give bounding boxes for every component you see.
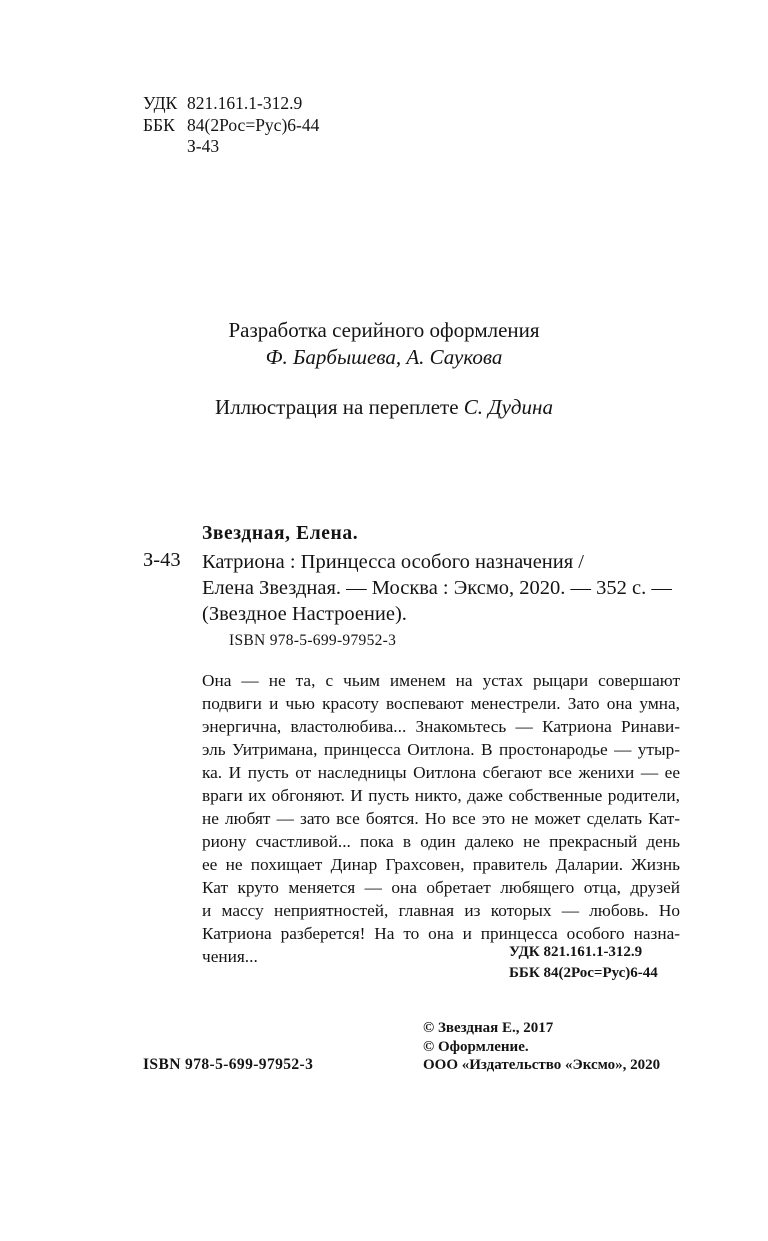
abstract-line: чения... bbox=[202, 947, 258, 966]
abstract-line: Кат круто меняется — она обретает любящего отца, друзей bbox=[202, 878, 680, 897]
bbk-bottom: ББК 84(2Рос=Рус)6-44 bbox=[509, 965, 658, 981]
catalog-line: (Звездное Настроение). bbox=[202, 603, 407, 625]
classification-block bbox=[143, 93, 319, 158]
copyright-author: © Звездная Е., 2017 bbox=[423, 1020, 554, 1036]
abstract-line: Она — не та, с чьим именем на устах рыцари совершают bbox=[202, 671, 680, 690]
abstract-line: риону счастливой... пока в один далеко не прекрасный день bbox=[202, 832, 680, 851]
catalog-line: Катриона : Принцесса особого назначения / bbox=[202, 551, 584, 573]
bbk-label: ББК bbox=[143, 114, 175, 135]
copyright-design: © Оформление. bbox=[423, 1038, 529, 1055]
udk-value: 821.161.1-312.9 bbox=[187, 93, 303, 113]
abstract-line: ее не похищает Динар Грахсовен, правитель Даларии. Жизнь bbox=[202, 855, 680, 874]
illustration-label: Иллюстрация на переплете bbox=[215, 395, 459, 419]
catalog-line: Елена Звездная. — Москва : Эксмо, 2020. — 352 с. — bbox=[202, 577, 672, 599]
series-design-names: Ф. Барбышева, А. Саукова bbox=[265, 345, 503, 369]
abstract-line: подвиги и чью красоту воспевают менестрели. Зато она умна, bbox=[202, 694, 680, 713]
catalog-isbn: ISBN 978-5-699-97952-3 bbox=[229, 632, 397, 649]
abstract-line: эль Уитримана, принцесса Оитлона. В простонародье — утыр- bbox=[202, 740, 680, 759]
abstract-line: энергична, властолюбива... Знакомьтесь — Катриона Ринави- bbox=[202, 717, 680, 736]
abstract-line: ка. И пусть от наследницы Оитлона сбегают все женихи — ее bbox=[202, 763, 680, 782]
copyright-publisher: ООО «Издательство «Эксмо», 2020 bbox=[423, 1057, 661, 1073]
abstract bbox=[202, 669, 680, 968]
catalog-description bbox=[202, 549, 672, 627]
author-code: З-43 bbox=[187, 136, 220, 156]
abstract-line: не любят — зато все боятся. Но все это не может сделать Кат- bbox=[202, 809, 680, 828]
illustration-credit bbox=[0, 394, 768, 421]
copyright-block bbox=[423, 1019, 660, 1075]
udk-bottom: УДК 821.161.1-312.9 bbox=[509, 944, 643, 960]
abstract-line: враги их обгоняют. И пусть никто, даже собственные родители, bbox=[202, 786, 680, 805]
abstract-line: Катриона разберется! На то она и принцесса особого назна- bbox=[202, 924, 680, 943]
classification-bottom bbox=[509, 942, 658, 984]
series-design-credit bbox=[0, 317, 768, 371]
isbn-main: ISBN 978-5-699-97952-3 bbox=[143, 1056, 314, 1073]
catalog-code: З-43 bbox=[143, 549, 181, 571]
catalog-author: Звездная, Елена. bbox=[202, 523, 359, 544]
abstract-line: и массу неприятностей, главная из которых — любовь. Но bbox=[202, 901, 680, 920]
udk-label: УДК bbox=[143, 93, 178, 113]
bbk-value: 84(2Рос=Рус)6-44 bbox=[187, 114, 320, 135]
illustration-name: С. Дудина bbox=[463, 395, 553, 419]
series-design-label: Разработка серийного оформления bbox=[228, 318, 540, 342]
